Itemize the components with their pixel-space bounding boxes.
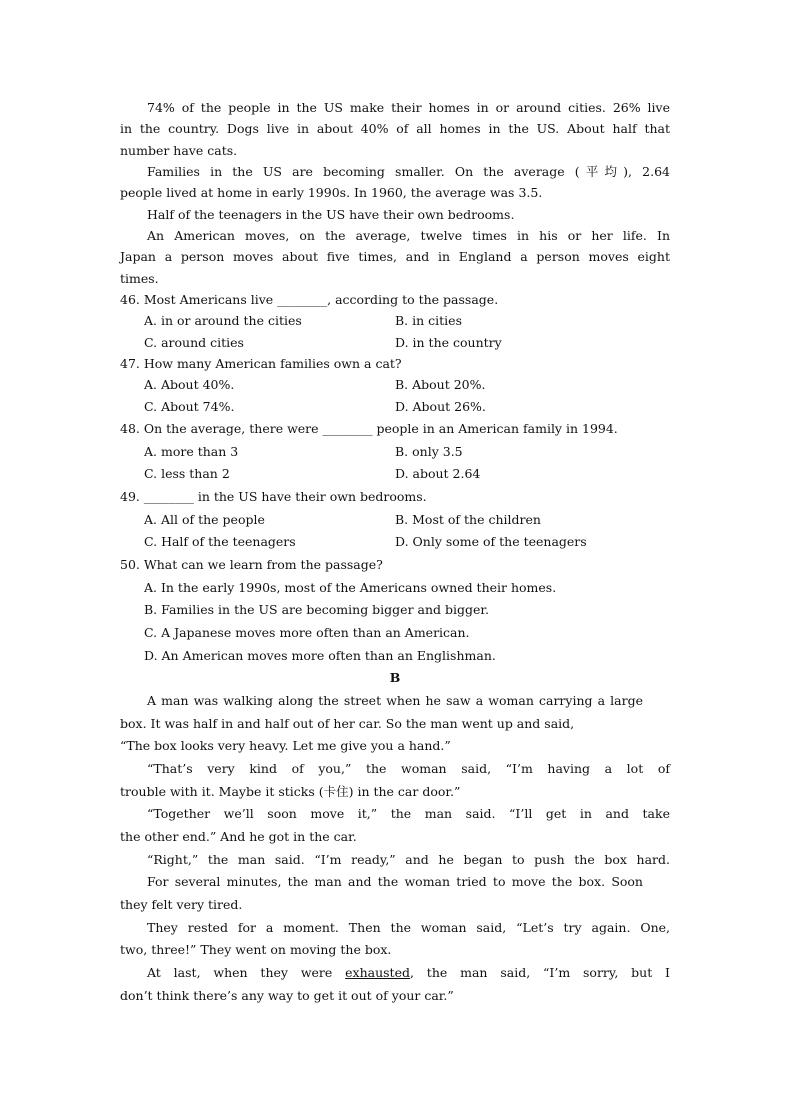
passage-a-line: Half of the teenagers in the US have their own bedrooms.	[147, 207, 515, 222]
answer-option: A. more than 3	[144, 444, 239, 459]
passage-b-line: they felt very tired.	[120, 897, 243, 912]
answer-option: C. About 74%.	[144, 399, 235, 414]
answer-option: B. About 20%.	[395, 377, 486, 392]
question-stem: 47. How many American families own a cat?	[120, 356, 402, 371]
answer-option: C. around cities	[144, 335, 244, 350]
passage-a-line: times.	[120, 271, 159, 286]
passage-a-line: people lived at home in early 1990s. In 1960, the average was 3.5.	[120, 185, 543, 200]
passage-a-line: Families in the US are becoming smaller. On the average (平均), 2.64	[147, 164, 670, 179]
passage-b-line: “That’s very kind of you,” the woman said, “I’m having a lot of	[147, 761, 670, 776]
question-stem: 50. What can we learn from the passage?	[120, 557, 383, 572]
answer-option: D. in the country	[395, 335, 502, 350]
passage-b-line: A man was walking along the street when he saw a woman carrying a large	[147, 693, 643, 708]
passage-b-line: For several minutes, the man and the woman tried to move the box. Soon	[147, 874, 643, 889]
passage-b-line: trouble with it. Maybe it sticks (卡住) in the car door.”	[120, 784, 461, 799]
question-stem: 46. Most Americans live ________, according to the passage.	[120, 292, 499, 307]
question-stem: 49. ________ in the US have their own bedrooms.	[120, 489, 427, 504]
passage-b-line: don’t think there’s any way to get it out of your car.”	[120, 988, 454, 1003]
answer-option: A. in or around the cities	[144, 313, 302, 328]
answer-option: C. A Japanese moves more often than an American.	[144, 625, 470, 640]
section-heading: B	[389, 670, 401, 685]
passage-b-line: “Together we’ll soon move it,” the man said. “I’ll get in and take	[147, 806, 670, 821]
passage-b-text: , the man said, “I’m sorry, but I	[409, 965, 670, 980]
passage-b-text: At last, when they were	[147, 965, 346, 980]
passage-a-line: in the country. Dogs live in about 40% of all homes in the US. About half that	[120, 121, 670, 136]
answer-option: D. Only some of the teenagers	[395, 534, 587, 549]
answer-option: C. less than 2	[144, 466, 230, 481]
question-stem: 48. On the average, there were ________ people in an American family in 1994.	[120, 421, 618, 436]
passage-b-line	[147, 965, 670, 981]
answer-option: B. Most of the children	[395, 512, 541, 527]
passage-b-line: “The box looks very heavy. Let me give you a hand.”	[120, 738, 451, 753]
answer-option: B. Families in the US are becoming bigger and bigger.	[144, 602, 489, 617]
answer-option: A. All of the people	[144, 512, 265, 527]
passage-b-line: They rested for a moment. Then the woman said, “Let’s try again. One,	[147, 920, 670, 935]
answer-option: B. in cities	[395, 313, 462, 328]
answer-option: D. An American moves more often than an Englishman.	[144, 648, 496, 663]
passage-a-line: 74% of the people in the US make their homes in or around cities. 26% live	[147, 100, 670, 115]
answer-option: D. About 26%.	[395, 399, 486, 414]
answer-option: C. Half of the teenagers	[144, 534, 296, 549]
passage-a-line: An American moves, on the average, twelve times in his or her life. In	[147, 228, 670, 243]
passage-a-line: number have cats.	[120, 143, 238, 158]
answer-option: B. only 3.5	[395, 444, 463, 459]
passage-b-line: two, three!” They went on moving the box.	[120, 942, 392, 957]
answer-option: A. About 40%.	[144, 377, 235, 392]
passage-b-line: the other end.” And he got in the car.	[120, 829, 357, 844]
underlined-word: exhausted	[345, 965, 410, 980]
passage-a-line: Japan a person moves about five times, and in England a person moves eight	[120, 249, 670, 264]
passage-b-line: box. It was half in and half out of her car. So the man went up and said,	[120, 716, 575, 731]
answer-option: D. about 2.64	[395, 466, 481, 481]
answer-option: A. In the early 1990s, most of the Americans owned their homes.	[144, 580, 557, 595]
passage-b-line: “Right,” the man said. “I’m ready,” and he began to push the box hard.	[147, 852, 670, 867]
